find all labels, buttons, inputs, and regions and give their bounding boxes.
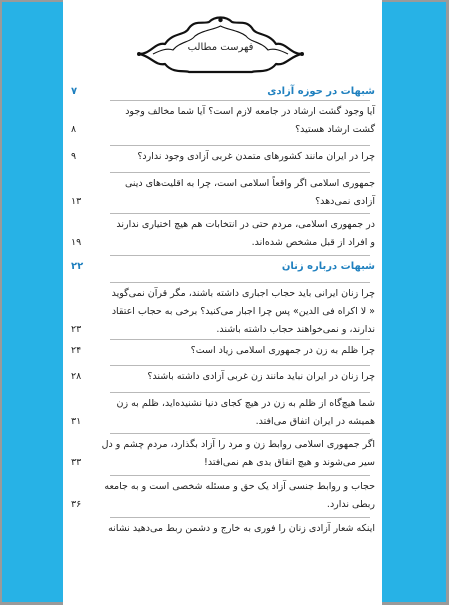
toc-entry-text (113, 342, 375, 360)
toc-entry[interactable] (71, 436, 375, 472)
divider (110, 145, 370, 146)
toc-entry[interactable] (71, 285, 375, 339)
toc-entry-text (113, 103, 375, 139)
toc-entry-text (113, 148, 375, 166)
toc-entry-line: در جمهوری اسلامی، مردم حتی در انتخابات هم هیچ اختیاری ندارند (116, 219, 375, 230)
divider (110, 213, 370, 214)
toc-entry-line: شما هیچ‌گاه از ظلم به زن در هیچ کجای دنیا نشنیده‌اید، ظلم به زن (116, 398, 375, 409)
toc-entry-text (113, 285, 375, 339)
toc-page-number: ۹ (71, 151, 77, 162)
document-page (63, 0, 382, 605)
toc-page-number: ۱۹ (71, 237, 82, 248)
toc-page-number: ۲۴ (71, 345, 82, 356)
divider (110, 172, 370, 173)
toc-page-number: ۸ (71, 124, 77, 135)
divider (110, 339, 370, 340)
toc-entry-line: ندارند، و نمی‌خواهند حجاب داشته باشند. (216, 324, 375, 335)
toc-entry-line: حجاب و روابط جنسی آزاد یک حق و مسئله شخصی است و به جامعه (104, 481, 375, 492)
divider (110, 365, 370, 366)
toc-entry-text (113, 258, 375, 276)
toc-page-number: ۲۸ (71, 371, 82, 382)
toc-entry[interactable] (71, 368, 375, 386)
toc-entry-line: جمهوری اسلامی اگر واقعاً اسلامی است، چرا به اقلیت‌های دینی (124, 178, 375, 189)
table-of-contents (63, 0, 382, 605)
toc-entry-line: سیر می‌شوند و هیچ اتفاق بدی هم نمی‌افتد! (204, 457, 375, 468)
divider (110, 392, 370, 393)
toc-page-number: ۷ (71, 86, 78, 97)
divider (110, 255, 370, 256)
toc-entry[interactable] (71, 395, 375, 431)
toc-entry-line: شبهات در حوزه آزادی (267, 86, 375, 97)
toc-page-number: ۲۳ (71, 324, 82, 335)
toc-entry-text (108, 520, 375, 538)
toc-entry[interactable] (71, 216, 375, 252)
toc-entry-text (113, 216, 375, 252)
toc-entry[interactable] (71, 175, 375, 211)
toc-entry-line: آزادی نمی‌دهد؟ (315, 196, 375, 207)
toc-title: فهرست مطالب (187, 42, 254, 53)
divider (110, 475, 370, 476)
toc-entry-text (104, 478, 375, 514)
toc-entry-line: ربطی ندارد. (326, 499, 375, 510)
toc-entry[interactable] (71, 148, 375, 166)
toc-entry-line: چرا ظلم به زن در جمهوری اسلامی زیاد است؟ (190, 345, 375, 356)
divider (110, 282, 370, 283)
toc-entry[interactable] (71, 103, 375, 139)
toc-section-heading[interactable] (71, 258, 375, 276)
toc-page-number: ۳۱ (71, 416, 82, 427)
toc-entry-line: اگر جمهوری اسلامی روابط زن و مرد را آزاد بگذارد، مردم چشم و دل (101, 439, 375, 450)
toc-entry-text (113, 368, 375, 386)
toc-page-number: ۲۲ (71, 261, 84, 272)
toc-section-heading[interactable] (71, 83, 375, 101)
toc-entry-text (113, 175, 375, 211)
toc-entry-line: آیا وجود گشت ارشاد در جامعه لازم است؟ آیا شما مخالف وجود (125, 106, 375, 117)
toc-entry-line: چرا زنان ایرانی باید حجاب اجباری داشته باشند، مگر قرآن نمی‌گوید (111, 288, 375, 299)
divider (110, 100, 370, 101)
toc-page-number: ۳۳ (71, 457, 82, 468)
toc-entry-text (101, 436, 375, 472)
toc-entry-line: چرا در ایران مانند کشورهای متمدن غربی آزادی وجود ندارد؟ (137, 151, 375, 162)
toc-entry-line: چرا زنان در ایران نباید مانند زن غربی آزادی داشته باشند؟ (147, 371, 375, 382)
toc-entry-line: اینکه شعار آزادی زنان را فوری به خارج و دشمن ربط می‌دهید نشانه (108, 523, 375, 534)
toc-entry-text (113, 395, 375, 431)
toc-entry-line: شبهات درباره زنان (281, 261, 375, 272)
toc-entry-line: همیشه در ایران اتفاق می‌افتد. (255, 416, 375, 427)
toc-entry-line: « لا اکراه فی الدین» پس چرا اجبار می‌کنید؟ برخی به حجاب اعتقاد (111, 306, 375, 317)
toc-entry-line: گشت ارشاد هستید؟ (295, 124, 375, 135)
toc-entry[interactable] (71, 478, 375, 514)
toc-entry[interactable] (71, 342, 375, 360)
toc-page-number: ۱۳ (71, 196, 82, 207)
toc-entry[interactable] (71, 520, 375, 538)
toc-entry-text (113, 83, 375, 101)
toc-page-number: ۳۶ (71, 499, 82, 510)
divider (110, 517, 370, 518)
divider (110, 433, 370, 434)
toc-entry-line: و افراد از قبل مشخص شده‌اند. (251, 237, 375, 248)
